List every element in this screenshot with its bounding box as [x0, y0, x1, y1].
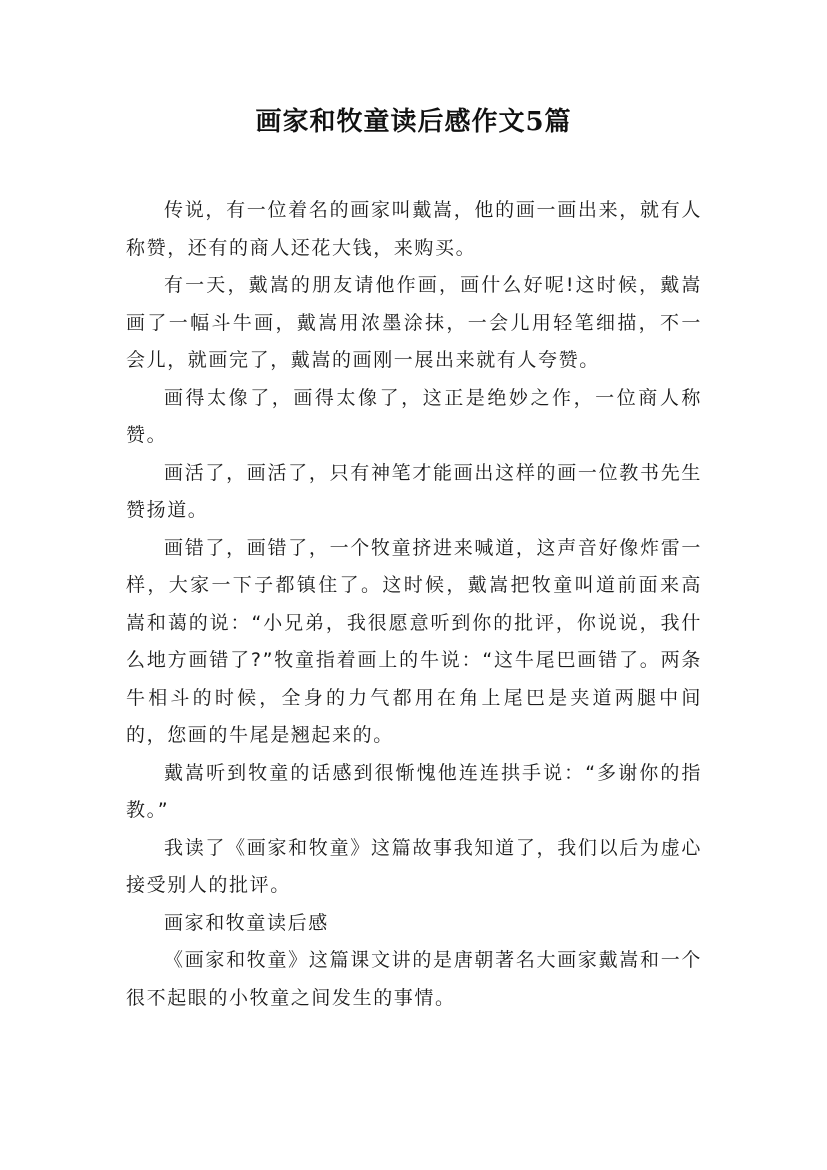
paragraph: 画活了，画活了，只有神笔才能画出这样的画一位教书先生赞扬道。 — [126, 461, 702, 521]
section-heading: 画家和牧童读后感 — [164, 911, 329, 934]
paragraph: 我读了《画家和牧童》这篇故事我知道了，我们以后为虚心接受别人的批评。 — [126, 836, 702, 896]
paragraph: 《画家和牧童》这篇课文讲的是唐朝著名大画家戴嵩和一个很不起眼的小牧童之间发生的事情。 — [126, 949, 702, 1009]
paragraph: 画错了，画错了，一个牧童挤进来喊道，这声音好像炸雷一样，大家一下子都镇住了。这时候，戴嵩把牧童叫道前面来高嵩和蔼的说：“小兄弟，我很愿意听到你的批评，你说说，我什么地方画错了?”牧童指着画上的牛说：“这牛尾巴画错了。两条牛相斗的时候，全身的力气都用在角上尾巴是夹道两腿中间的，您画的牛尾是翘起来的。 — [126, 536, 702, 746]
paragraph: 传说，有一位着名的画家叫戴嵩，他的画一画出来，就有人称赞，还有的商人还花大钱，来购买。 — [126, 199, 702, 259]
paragraph: 戴嵩听到牧童的话感到很惭愧他连连拱手说：“多谢你的指教。” — [126, 761, 702, 821]
document-title: 画家和牧童读后感作文5篇 — [255, 107, 572, 137]
paragraph: 画得太像了，画得太像了，这正是绝妙之作，一位商人称赞。 — [126, 386, 702, 446]
paragraph: 有一天，戴嵩的朋友请他作画，画什么好呢!这时候，戴嵩画了一幅斗牛画，戴嵩用浓墨涂抹，一会儿用轻笔细描，不一会儿，就画完了，戴嵩的画刚一展出来就有人夸赞。 — [126, 274, 702, 371]
document-body — [126, 192, 702, 1017]
